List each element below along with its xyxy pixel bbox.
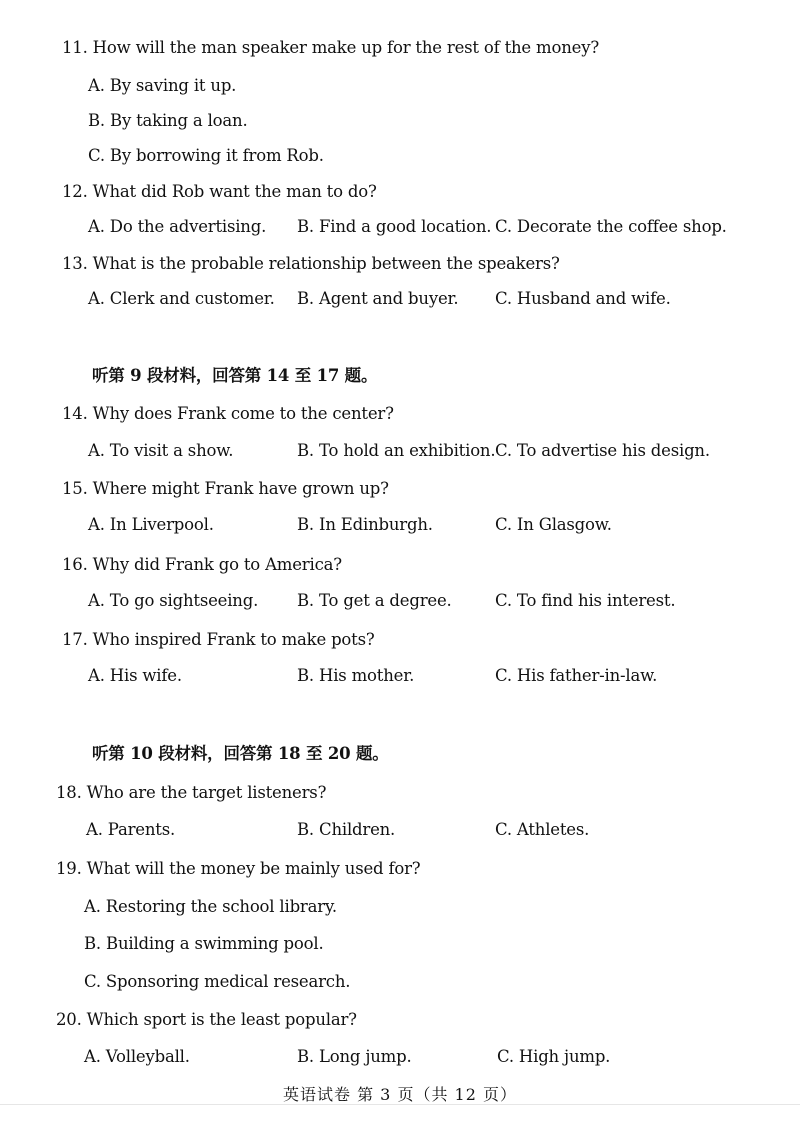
q20-option-b: B. Long jump. bbox=[297, 1047, 412, 1066]
question-16: 16. Why did Frank go to America? bbox=[62, 555, 342, 574]
question-19: 19. What will the money be mainly used for? bbox=[56, 859, 421, 878]
q11-option-b: B. By taking a loan. bbox=[88, 111, 248, 130]
q18-option-c: C. Athletes. bbox=[495, 820, 590, 839]
q11-option-a: A. By saving it up. bbox=[88, 76, 237, 95]
q14-option-c: C. To advertise his design. bbox=[495, 441, 710, 460]
q17-option-c: C. His father-in-law. bbox=[495, 666, 658, 685]
q16-option-c: C. To find his interest. bbox=[495, 591, 676, 610]
q14-option-b: B. To hold an exhibition. bbox=[297, 441, 496, 460]
q11-option-c: C. By borrowing it from Rob. bbox=[88, 146, 324, 165]
q19-option-c: C. Sponsoring medical research. bbox=[84, 972, 351, 991]
question-13: 13. What is the probable relationship between the speakers? bbox=[62, 254, 560, 273]
q16-option-a: A. To go sightseeing. bbox=[88, 591, 259, 610]
q17-options bbox=[0, 666, 800, 688]
q12-option-c: C. Decorate the coffee shop. bbox=[495, 217, 727, 236]
q17-option-a: A. His wife. bbox=[88, 666, 182, 685]
q12-options bbox=[0, 217, 800, 239]
q18-option-b: B. Children. bbox=[297, 820, 396, 839]
q20-options bbox=[0, 1047, 800, 1069]
q15-options bbox=[0, 515, 800, 537]
q14-option-a: A. To visit a show. bbox=[88, 441, 234, 460]
question-15: 15. Where might Frank have grown up? bbox=[62, 479, 389, 498]
q15-option-a: A. In Liverpool. bbox=[88, 515, 214, 534]
q18-options bbox=[0, 820, 800, 842]
question-12: 12. What did Rob want the man to do? bbox=[62, 182, 377, 201]
q12-option-b: B. Find a good location. bbox=[297, 217, 492, 236]
q13-option-a: A. Clerk and customer. bbox=[88, 289, 275, 308]
question-17: 17. Who inspired Frank to make pots? bbox=[62, 630, 375, 649]
q16-options bbox=[0, 591, 800, 613]
question-14: 14. Why does Frank come to the center? bbox=[62, 404, 394, 423]
page-footer: 英语试卷 第 3 页（共 12 页） bbox=[283, 1085, 517, 1104]
footer-divider bbox=[0, 1104, 800, 1105]
q12-option-a: A. Do the advertising. bbox=[88, 217, 267, 236]
q15-option-b: B. In Edinburgh. bbox=[297, 515, 433, 534]
q17-option-b: B. His mother. bbox=[297, 666, 415, 685]
section-9-heading: 听第 9 段材料，回答第 14 至 17 题。 bbox=[92, 366, 378, 385]
q20-option-a: A. Volleyball. bbox=[84, 1047, 190, 1066]
question-20: 20. Which sport is the least popular? bbox=[56, 1010, 357, 1029]
q16-option-b: B. To get a degree. bbox=[297, 591, 452, 610]
q13-options bbox=[0, 289, 800, 311]
q19-option-b: B. Building a swimming pool. bbox=[84, 934, 324, 953]
question-18: 18. Who are the target listeners? bbox=[56, 783, 327, 802]
q13-option-b: B. Agent and buyer. bbox=[297, 289, 459, 308]
section-10-heading: 听第 10 段材料，回答第 18 至 20 题。 bbox=[92, 744, 389, 763]
q14-options bbox=[0, 441, 800, 463]
q18-option-a: A. Parents. bbox=[86, 820, 176, 839]
q20-option-c: C. High jump. bbox=[497, 1047, 611, 1066]
q13-option-c: C. Husband and wife. bbox=[495, 289, 671, 308]
q15-option-c: C. In Glasgow. bbox=[495, 515, 612, 534]
q19-option-a: A. Restoring the school library. bbox=[84, 897, 337, 916]
question-11: 11. How will the man speaker make up for the rest of the money? bbox=[62, 38, 599, 57]
